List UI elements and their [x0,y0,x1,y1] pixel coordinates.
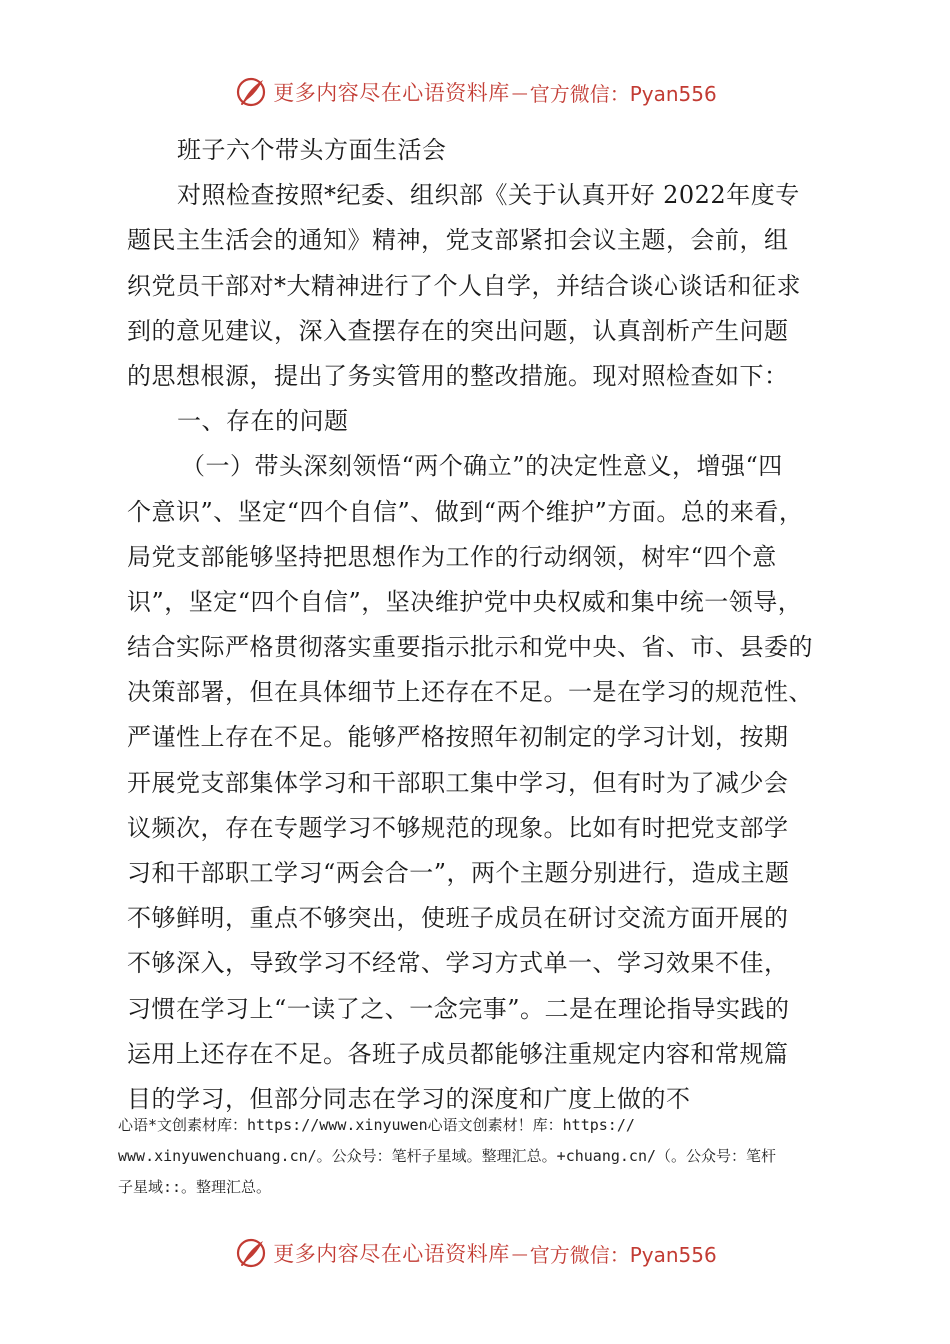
document-title: 班子六个带头方面生活会 [177,136,447,164]
paragraph-line: 议频次，存在专题学习不够规范的现象。比如有时把党支部学 [127,813,789,842]
paragraph-line: 运用上还存在不足。各班子成员都能够注重规定内容和常规篇 [127,1039,789,1068]
paragraph-line: 严谨性上存在不足。能够严格按照年初制定的学习计划，按期 [127,723,789,752]
paragraph-line: 不够深入，导致学习不经常、学习方式单一、学习效果不佳， [127,949,789,978]
header-banner [0,70,950,114]
footer-line: 心语*文创素材库：https://www.xinyuwen心语文创素材！库：https:// [118,1116,635,1134]
banner-contact: 官方微信：Pyan556 [529,1242,717,1267]
paragraph-line: 习和干部职工学习“两会合一”，两个主题分别进行，造成主题 [127,859,790,887]
paragraph-line: 题民主生活会的通知》精神，党支部紧扣会议主题，会前，组 [127,226,789,255]
paragraph-line: 决策部署，但在具体细节上还存在不足。一是在学习的规范性、 [127,678,813,707]
banner-dash: — [511,82,528,102]
paragraph-line: 不够鲜明，重点不够突出，使班子成员在研讨交流方面开展的 [127,904,789,933]
paragraph-line: 对照检查按照*纪委、组织部《关于认真开好 2022年度专 [177,181,800,210]
paragraph-line: 目的学习，但部分同志在学习的深度和广度上做的不 [127,1084,691,1113]
footer-banner [0,1231,950,1275]
section-heading: 一、存在的问题 [177,407,349,436]
paragraph-line: 开展党支部集体学习和干部职工集中学习，但有时为了减少会 [127,768,789,797]
paragraph-line: 的思想根源，提出了务实管用的整改措施。现对照检查如下： [127,361,789,390]
banner-text: 更多内容尽在心语资料库 [273,81,510,105]
banner-dash: — [511,1243,528,1263]
paragraph-line: 习惯在学习上“一读了之、一念完事”。二是在理论指导实践的 [127,994,790,1023]
document-body [127,128,847,1122]
feather-pen-icon [233,74,269,110]
banner-text: 更多内容尽在心语资料库 [273,1242,510,1266]
paragraph-line: 结合实际严格贯彻落实重要指示批示和党中央、省、市、县委的 [127,633,813,662]
paragraph-line: 织党员干部对*大精神进行了个人自学，并结合谈心谈话和征求 [127,271,801,300]
paragraph-line: 识”，坚定“四个自信”，坚决维护党中央权威和集中统一领导， [127,587,803,616]
footer-note [118,1110,838,1203]
footer-line: www.xinyuwenchuang.cn/。公众号：笔杆子星域。整理汇总。+chuang.cn/（。公众号：笔杆 [118,1147,777,1165]
paragraph-line: 局党支部能够坚持把思想作为工作的行动纲领，树牢“四个意 [127,542,777,571]
paragraph-line: （一）带头深刻领悟“两个确立”的决定性意义，增强“四 [181,452,783,481]
paragraph-line: 个意识”、坚定“四个自信”、做到“两个维护”方面。总的来看， [127,497,804,526]
footer-line: 子星域::。整理汇总。 [118,1178,272,1196]
paragraph-line: 到的意见建议，深入查摆存在的突出问题，认真剖析产生问题 [127,316,789,345]
feather-pen-icon [233,1235,269,1271]
banner-contact: 官方微信：Pyan556 [529,81,717,106]
